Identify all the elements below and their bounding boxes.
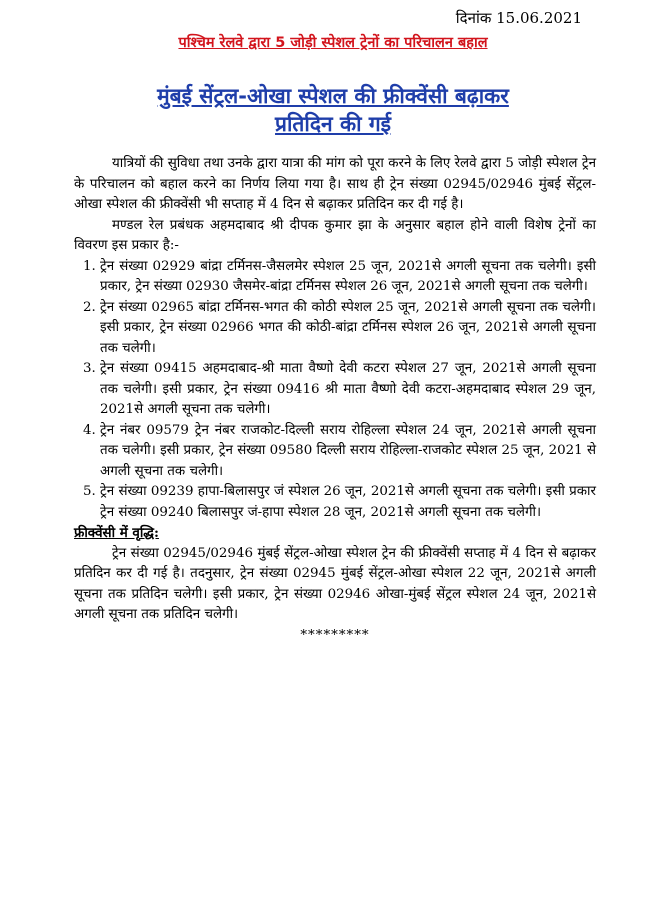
end-marker: ********* [300,627,370,643]
headline [0,82,666,138]
list-item: 3. ट्रेन संख्या 09415 अहमदाबाद-श्री माता वैष्णो देवी कटरा स्पेशल 27 जून, 2021से अगली सूचना तक चलेगी। इसी प्रकार, ट्रेन संख्या 09416 श्री माता वैष्णो देवी कटरा-अहमदाबाद स्पेशल 29 जून, 2021से अगली सूचना तक चलेगी। [100,359,596,421]
train-list [74,257,596,524]
paragraph-details-intro: मण्डल रेल प्रबंधक अहमदाबाद श्री दीपक कुमार झा के अनुसार बहाल होने वाली विशेष ट्रेनों का विवरण इस प्रकार है:- [74,217,596,253]
body-text [74,154,596,646]
list-item: 1. ट्रेन संख्या 02929 बांद्रा टर्मिनस-जैसलमेर स्पेशल 25 जून, 2021से अगली सूचना तक चलेगी। इसी प्रकार, ट्रेन संख्या 02930 जैसमेर-बांद्रा टर्मिनस स्पेशल 26 जून, 2021से अगली सूचना तक चलेगी। [100,257,596,298]
headline-line-1: मुंबई सेंट्रल-ओखा स्पेशल की फ्रीक्वेंसी बढ़ाकर [157,84,509,108]
paragraph-frequency: ट्रेन संख्या 02945/02946 मुंबई सेंट्रल-ओखा स्पेशल ट्रेन की फ्रीक्वेंसी सप्ताह में 4 दिन से बढ़ाकर प्रतिदिन कर दी गई है। तदनुसार, ट्रेन संख्या 02945 मुंबई सेंट्रल-ओखा स्पेशल 22 जून, 2021से अगली सूचना तक प्रतिदिन चलेगी। इसी प्रकार, ट्रेन संख्या 02946 ओखा-मुंबई सेंट्रल स्पेशल 24 जून, 2021से अगली सूचना तक प्रतिदिन चलेगी। [74,545,596,622]
list-item: 4. ट्रेन नंबर 09579 ट्रेन नंबर राजकोट-दिल्ली सराय रोहिल्ला स्पेशल 24 जून, 2021से अगली सूचना तक चलेगी। इसी प्रकार, ट्रेन संख्या 09580 दिल्ली सराय रोहिल्ला-राजकोट स्पेशल 25 जून, 2021 से अगली सूचना तक चलेगी। [100,421,596,483]
date-label: दिनांक 15.06.2021 [455,9,582,27]
subheadline: पश्चिम रेलवे द्वारा 5 जोड़ी स्पेशल ट्रेनों का परिचालन बहाल [178,35,488,51]
paragraph-intro: यात्रियों की सुविधा तथा उनके द्वारा यात्रा की मांग को पूरा करने के लिए रेलवे द्वारा 5 जोड़ी स्पेशल ट्रेन के परिचालन को बहाल करने का निर्णय लिया गया है। साथ ही ट्रेन संख्या 02945/02946 मुंबई सेंट्रल-ओखा स्पेशल की फ्रीक्वेंसी भी सप्ताह में 4 दिन से बढ़ाकर प्रतिदिन कर दी गई है। [74,156,596,212]
section-heading: फ्रीक्वेंसी में वृद्धि: [74,525,159,541]
list-item: 2. ट्रेन संख्या 02965 बांद्रा टर्मिनस-भगत की कोठी स्पेशल 25 जून, 2021से अगली सूचना तक चलेगी। इसी प्रकार, ट्रेन संख्या 02966 भगत की कोठी-बांद्रा टर्मिनस स्पेशल 26 जून, 2021से अगली सूचना तक चलेगी। [100,298,596,360]
headline-line-2: प्रतिदिन की गई [275,112,391,136]
list-item: 5. ट्रेन संख्या 09239 हापा-बिलासपुर जं स्पेशल 26 जून, 2021से अगली सूचना तक चलेगी। इसी प्रकार ट्रेन संख्या 09240 बिलासपुर जं-हापा स्पेशल 28 जून, 2021से अगली सूचना तक चलेगी। [100,482,596,523]
